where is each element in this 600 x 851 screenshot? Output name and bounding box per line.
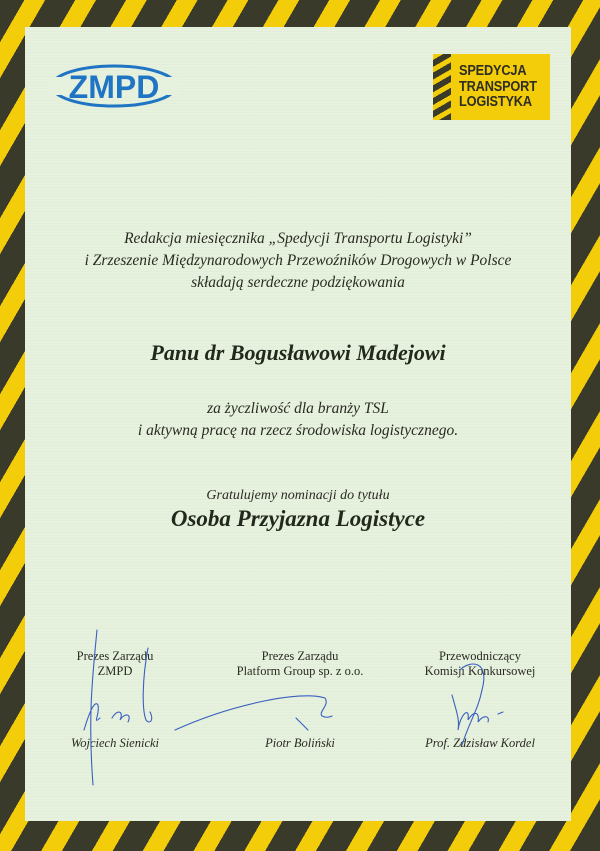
signatory-1-title bbox=[45, 649, 185, 679]
intro-line-2: i Zrzeszenie Międzynarodowych Przewoźników Drogowych w Polsce bbox=[84, 252, 512, 269]
zmpd-logo bbox=[49, 63, 179, 109]
recipient-name: Panu dr Bogusławowi Madejowi bbox=[150, 340, 446, 365]
intro-line-1: Redakcja miesięcznika „Spedycji Transportu Logistyki” bbox=[124, 230, 472, 247]
reason-line-1: za życzliwość dla branży TSL bbox=[207, 400, 389, 417]
logo-line-2: TRANSPORT bbox=[459, 78, 537, 95]
signatory-1-title-line-1: Prezes Zarządu bbox=[76, 649, 154, 663]
reason-text bbox=[25, 398, 571, 442]
signatory-2-name: Piotr Boliński bbox=[265, 736, 335, 750]
congrats-text: Gratulujemy nominacji do tytułu bbox=[206, 488, 390, 503]
signatory-1-name: Wojciech Sienicki bbox=[70, 736, 160, 750]
svg-text:ZMPD: ZMPD bbox=[68, 69, 160, 105]
signatory-3-title-line-1: Przewodniczący bbox=[439, 649, 521, 663]
intro-line-3: składają serdeczne podziękowania bbox=[191, 274, 405, 291]
signatory-1-title-line-2: ZMPD bbox=[97, 664, 133, 678]
logo-stripes bbox=[433, 54, 451, 120]
intro-text bbox=[25, 228, 571, 294]
award-title: Osoba Przyjazna Logistyce bbox=[170, 506, 426, 531]
reason-line-2: i aktywną pracę na rzecz środowiska logistycznego. bbox=[137, 422, 459, 439]
signatory-3-title bbox=[395, 649, 565, 679]
signatory-3-name: Prof. Zdzisław Kordel bbox=[425, 736, 535, 750]
signatory-2-title-line-2: Platform Group sp. z o.o. bbox=[236, 664, 364, 678]
signatory-3-title-line-2: Komisji Konkursowej bbox=[424, 664, 536, 678]
signatory-2-title-line-1: Prezes Zarządu bbox=[261, 649, 339, 663]
logo-line-1: SPEDYCJA bbox=[459, 63, 527, 79]
signatory-2-title bbox=[210, 649, 390, 679]
logo-line-3: LOGISTYKA bbox=[459, 94, 532, 110]
spedycja-transport-logistyka-logo bbox=[433, 54, 550, 120]
